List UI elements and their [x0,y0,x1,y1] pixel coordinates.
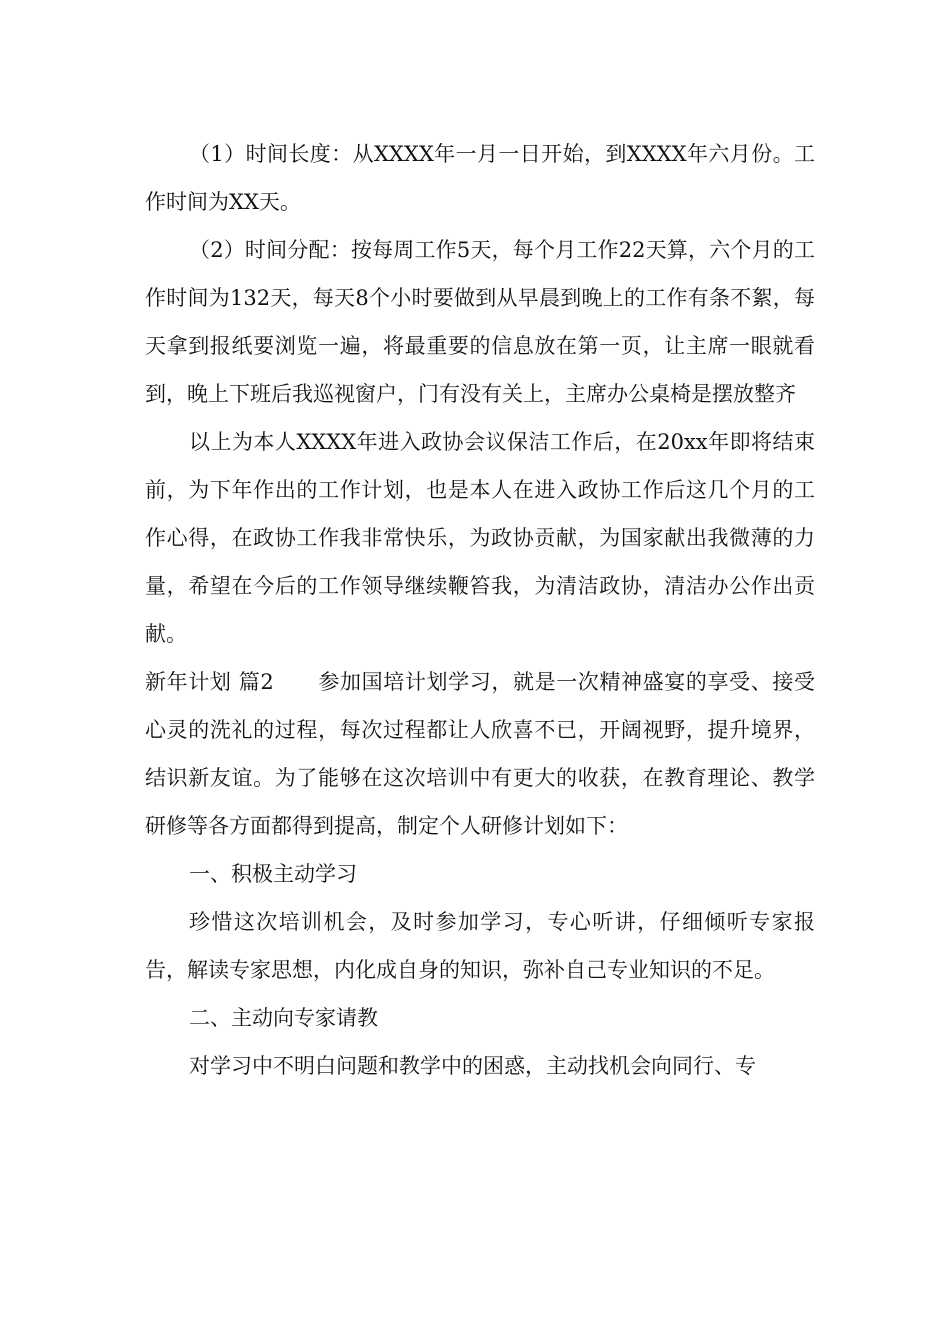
item-1-body: 珍惜这次培训机会，及时参加学习，专心听讲，仔细倾听专家报告，解读专家思想，内化成自身的知识，弥补自己专业知识的不足。 [145,910,815,982]
section-2-intro: 参加国培计划学习，就是一次精神盛宴的享受、接受心灵的洗礼的过程，每次过程都让人欣喜不已，开阔视野，提升境界，结识新友谊。为了能够在这次培训中有更大的收获，在教育理论、教学研修等各方面都得到提高，制定个人研修计划如下： [145,670,816,838]
item-1-title: 一、积极主动学习 [189,862,357,886]
item-2-title: 二、主动向专家请教 [189,1006,378,1030]
paragraph-summary: 以上为本人XXXX年进入政协会议保洁工作后，在20xx年即将结束前，为下年作出的工作计划，也是本人在进入政协工作后这几个月的工作心得，在政协工作我非常快乐，为政协贡献，为国家献出我微薄的力量，希望在今后的工作领导继续鞭笞我，为清洁政协，清洁办公作出贡献。 [145,430,815,646]
item-2-body: 对学习中不明白问题和教学中的困惑，主动找机会向同行、专 [189,1054,756,1078]
paragraph-time-allocation: （2）时间分配：按每周工作5天，每个月工作22天算，六个月的工作时间为132天，每天8个小时要做到从早晨到晚上的工作有条不絮，每天拿到报纸要浏览一遍，将最重要的信息放在第一页，让主席一眼就看到，晚上下班后我巡视窗户，门有没有关上，主席办公桌椅是摆放整齐 [145,238,815,406]
section-2-paragraph [145,658,815,850]
document-body [145,130,815,1090]
section-2-heading: 新年计划 篇2 [145,670,274,694]
paragraph-time-length: （1）时间长度：从XXXX年一月一日开始，到XXXX年六月份。工作时间为XX天。 [145,142,815,214]
